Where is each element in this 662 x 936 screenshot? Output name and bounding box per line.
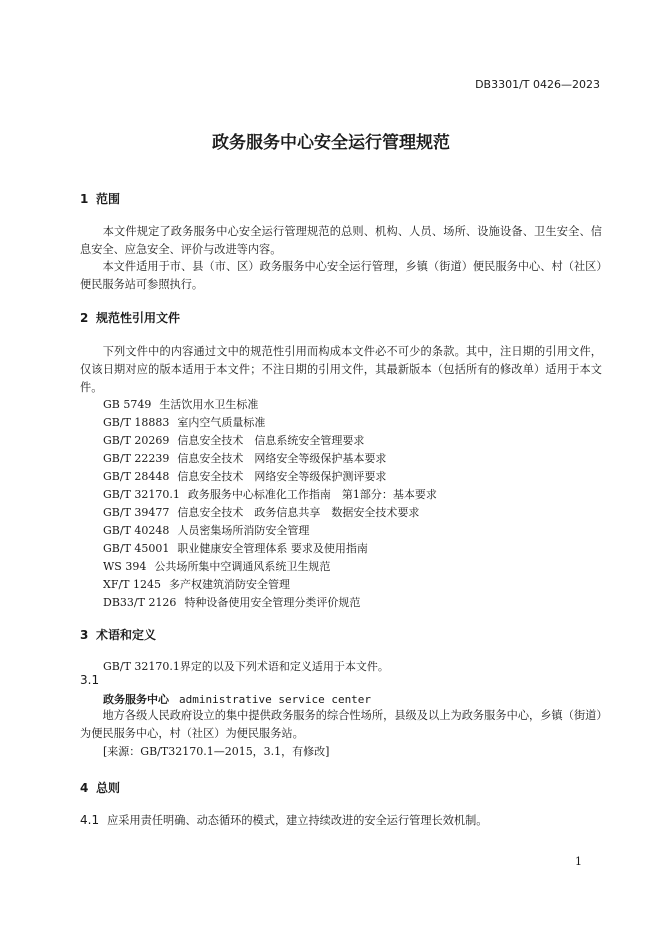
- reference-code: GB/T 22239: [103, 452, 170, 465]
- reference-code: GB/T 45001: [103, 542, 170, 555]
- section-3-number: 3: [80, 628, 89, 642]
- reference-title: 室内空气质量标准: [177, 416, 266, 429]
- reference-title: 信息安全技术 信息系统安全管理要求: [177, 434, 365, 447]
- section-3-intro: GB/T 32170.1界定的以及下列术语和定义适用于本文件。: [103, 660, 389, 673]
- reference-code: GB/T 39477: [103, 506, 170, 519]
- term-chinese: 政务服务中心: [103, 693, 169, 706]
- section-2-intro: 下列文件中的内容通过文中的规范性引用而构成本文件必不可少的条款。其中，注日期的引用文件，仅该日期对应的版本适用于本文件；不注日期的引用文件，其最新版本（包括所有的修改单）适用于本文件。: [80, 345, 602, 394]
- section-1-paragraph-2: 本文件适用于市、县（市、区）政务服务中心安全运行管理，乡镇（街道）便民服务中心、村（社区）便民服务站可参照执行。: [80, 260, 602, 291]
- section-2-heading: [80, 309, 180, 326]
- reference-item: [103, 468, 386, 484]
- clause-4-1-number: 4.1: [80, 813, 100, 827]
- section-2-title: 规范性引用文件: [96, 311, 181, 325]
- term-definition: 地方各级人民政府设立的集中提供政务服务的综合性场所，县级及以上为政务服务中心，乡镇（街道）为便民服务中心，村（社区）为便民服务站。: [80, 709, 602, 740]
- reference-title: 人员密集场所消防安全管理: [177, 524, 310, 537]
- term-number: 3.1: [80, 673, 100, 687]
- reference-code: GB/T 18883: [103, 416, 170, 429]
- section-4-title: 总则: [96, 781, 121, 795]
- reference-title: 多产权建筑消防安全管理: [169, 578, 290, 591]
- reference-item: [103, 396, 258, 412]
- reference-title: 信息安全技术 网络安全等级保护基本要求: [177, 452, 387, 465]
- reference-item: [103, 486, 437, 502]
- term-heading: [103, 691, 371, 707]
- reference-item: [103, 432, 364, 448]
- reference-code: GB/T 20269: [103, 434, 170, 447]
- reference-item: [103, 558, 330, 574]
- document-number: DB3301/T 0426—2023: [475, 78, 600, 91]
- reference-title: 公共场所集中空调通风系统卫生规范: [154, 560, 331, 573]
- reference-code: WS 394: [103, 560, 147, 573]
- section-1-paragraph-1: 本文件规定了政务服务中心安全运行管理规范的总则、机构、人员、场所、设施设备、卫生安全、信息安全、应急安全、评价与改进等内容。: [80, 225, 602, 256]
- reference-title: 信息安全技术 网络安全等级保护测评要求: [177, 470, 387, 483]
- reference-code: GB/T 32170.1: [103, 488, 180, 501]
- reference-item: [103, 540, 368, 556]
- reference-title: 信息安全技术 政务信息共享 数据安全技术要求: [177, 506, 420, 519]
- reference-title: 职业健康安全管理体系 要求及使用指南: [177, 542, 368, 555]
- reference-item: [103, 576, 290, 592]
- page-title: 政务服务中心安全运行管理规范: [212, 133, 450, 153]
- reference-code: GB/T 28448: [103, 470, 170, 483]
- section-4-heading: [80, 779, 120, 796]
- reference-code: XF/T 1245: [103, 578, 161, 591]
- reference-item: [103, 414, 265, 430]
- clause-4-1: [80, 812, 487, 828]
- reference-code: DB33/T 2126: [103, 596, 177, 609]
- term-english: administrative service center: [179, 693, 372, 706]
- reference-code: GB 5749: [103, 398, 152, 411]
- term-source: [来源：GB/T32170.1—2015，3.1，有修改]: [103, 745, 330, 758]
- section-2-number: 2: [80, 311, 89, 325]
- section-4-number: 4: [80, 781, 89, 795]
- reference-title: 特种设备使用安全管理分类评价规范: [184, 596, 361, 609]
- section-1-number: 1: [80, 192, 89, 206]
- reference-code: GB/T 40248: [103, 524, 170, 537]
- reference-title: 政务服务中心标准化工作指南 第1部分：基本要求: [187, 488, 437, 501]
- reference-item: [103, 522, 309, 538]
- reference-item: [103, 594, 360, 610]
- clause-4-1-text: 应采用责任明确、动态循环的模式，建立持续改进的安全运行管理长效机制。: [107, 814, 488, 827]
- section-1-heading: [80, 190, 120, 207]
- reference-item: [103, 504, 419, 520]
- section-3-heading: [80, 626, 156, 643]
- reference-title: 生活饮用水卫生标准: [159, 398, 259, 411]
- reference-item: [103, 450, 386, 466]
- page-number: 1: [575, 855, 582, 868]
- section-3-title: 术语和定义: [96, 628, 157, 642]
- section-1-title: 范围: [96, 192, 121, 206]
